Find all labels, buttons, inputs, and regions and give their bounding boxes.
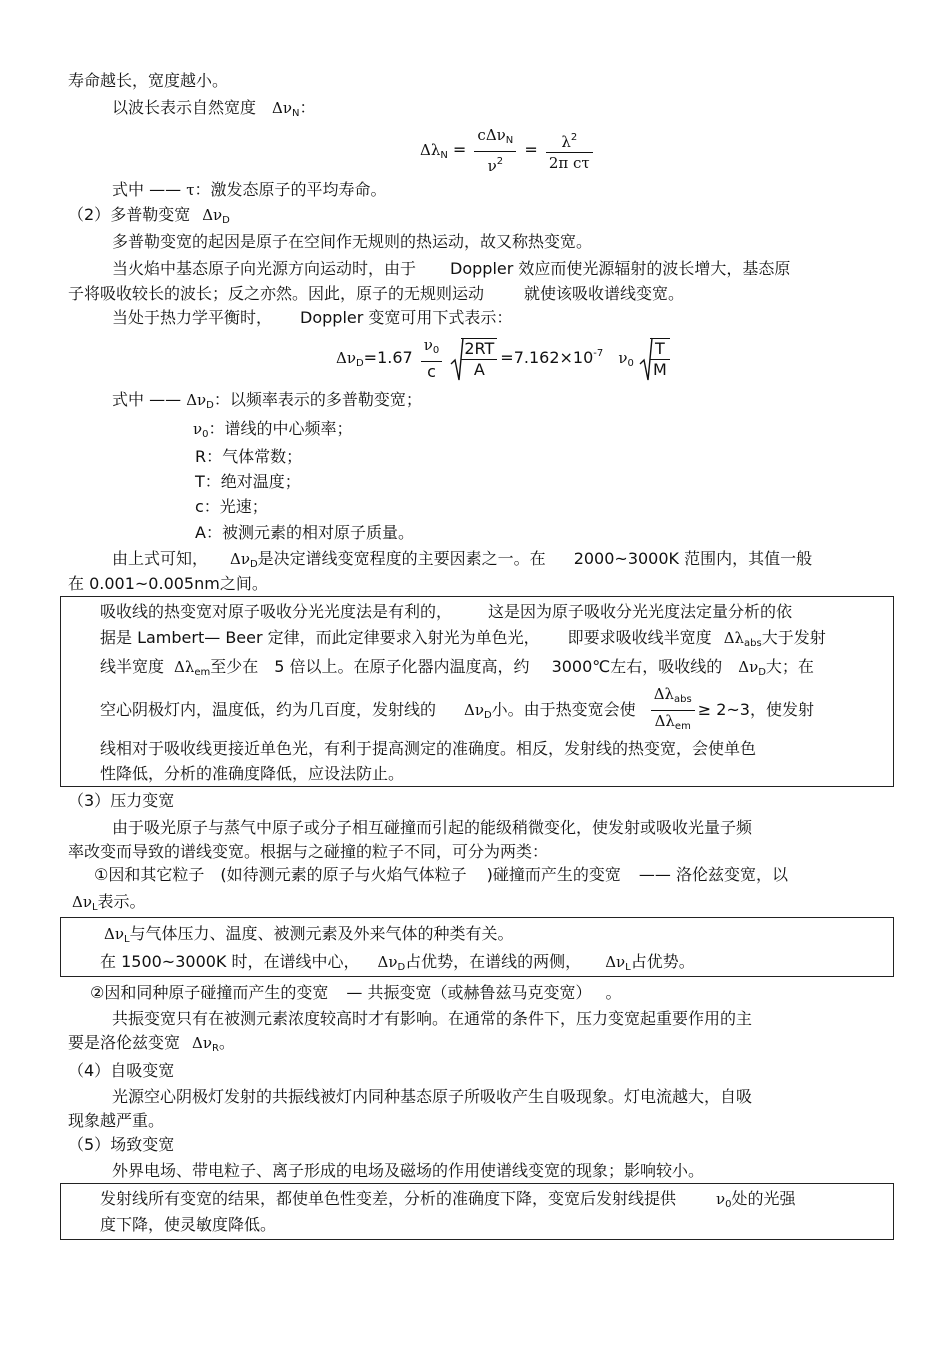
text-line: 外界电场、带电粒子、离子形成的电场及磁场的作用使谱线变宽的现象；影响较小。 <box>112 1161 705 1180</box>
text-line: 空心阴极灯内，温度低，约为几百度，发射线的 $\Delta\nu_D$小。由于热变宽会使 $\frac{\Delta\lambda_{abs}}{\Delta\lambda_{em}}$ ≥ 2~3，使发射 <box>100 685 814 732</box>
text-line: $\Delta\nu_L$表示。 <box>72 892 146 913</box>
text-line: R：气体常数； <box>195 447 303 466</box>
text-line: 光源空心阴极灯发射的共振线被灯内同种基态原子所吸收产生自吸现象。灯电流越大，自吸 <box>112 1087 753 1106</box>
section-heading: （4）自吸变宽 <box>68 1061 175 1080</box>
text-line: 在 0.001~0.005nm之间。 <box>68 574 268 593</box>
text-line: 式中 —— $\Delta\nu_D$：以频率表示的多普勒变宽； <box>112 390 422 411</box>
section-heading: （3）压力变宽 <box>68 791 175 810</box>
text-line: 共振变宽只有在被测元素浓度较高时才有影响。在通常的条件下，压力变宽起重要作用的主 <box>112 1009 753 1028</box>
text-line: $\nu_0$：谱线的中心频率； <box>193 419 353 440</box>
text-line: 要是洛伦兹变宽 $\Delta\nu_R$。 <box>68 1033 235 1054</box>
section-heading: （5）场致变宽 <box>68 1135 175 1154</box>
text-line: 多普勒变宽的起因是原子在空间作无规则的热运动，故又称热变宽。 <box>112 232 593 251</box>
text-line: 子将吸收较长的波长；反之亦然。因此，原子的无规则运动 就使该吸收谱线变宽。 <box>68 284 685 303</box>
text-line: 性降低，分析的准确度降低，应设法防止。 <box>100 764 405 783</box>
text-line: 吸收线的热变宽对原子吸收分光光度法是有利的， 这是因为原子吸收分光光度法定量分析的依 <box>100 602 793 621</box>
text-line: 寿命越长，宽度越小。 <box>68 71 229 90</box>
text-line: ①因和其它粒子 (如待测元素的原子与火焰气体粒子 )碰撞而产生的变宽 —— 洛伦兹变宽，以 <box>94 865 788 884</box>
text-line: 现象越严重。 <box>68 1111 165 1130</box>
text-line: 发射线所有变宽的结果，都使单色性变差，分析的准确度下降，变宽后发射线提供 $\nu_0$处的光强 <box>100 1189 796 1210</box>
text-line: c：光速； <box>195 497 268 516</box>
text-line: 当火焰中基态原子向光源方向运动时，由于 Doppler 效应而使光源辐射的波长增大，基态原 <box>112 259 791 278</box>
text-line: 度下降，使灵敏度降低。 <box>100 1215 277 1234</box>
text-line: $\Delta\nu_L$与气体压力、温度、被测元素及外来气体的种类有关。 <box>104 924 514 945</box>
section-heading: （2）多普勒变宽 $\Delta\nu_D$ <box>68 205 230 226</box>
text-line: 由上式可知， $\Delta\nu_D$是决定谱线变宽程度的主要因素之一。在 2000~3000K 范围内，其值一般 <box>112 549 813 570</box>
text-line: ②因和同种原子碰撞而产生的变宽 — 共振变宽（或赫鲁兹马克变宽） 。 <box>90 983 622 1002</box>
text-line: 线相对于吸收线更接近单色光，有利于提高测定的准确度。相反，发射线的热变宽，会使单色 <box>100 739 757 758</box>
text-line: 以波长表示自然宽度 $\Delta\nu_N$： <box>112 98 316 119</box>
text-line: 线半宽度 $\Delta\lambda_{em}$至少在 5 倍以上。在原子化器内温度高，约 3000℃左右，吸收线的 $\Delta\nu_D$大；在 <box>100 657 814 678</box>
formula-natural-width: $\Delta\lambda_N$ = $\frac{c\Delta\nu_N}{\nu^2}$ = $\frac{\lambda^2}{\text{2π cτ}}$ <box>420 125 596 176</box>
text-line: 式中 —— τ：激发态原子的平均寿命。 <box>112 180 387 199</box>
text-line: 在 1500~3000K 时，在谱线中心， $\Delta\nu_D$占优势，在谱线的两侧， $\Delta\nu_L$占优势。 <box>100 952 695 973</box>
text-line: T：绝对温度； <box>195 472 301 491</box>
text-line: 据是 Lambert— Beer 定律，而此定律要求入射光为单色光， 即要求吸收线半宽度 $\Delta\lambda_{abs}$大于发射 <box>100 628 826 649</box>
formula-doppler-width: $\Delta\nu_D=1.67$ $\frac{\nu_0}{c}$ $\frac{2RT}{A}$ $=7.162\times 10^{-7}$ $\nu_0$ $\frac{T}{M}$ <box>336 335 673 382</box>
text-line: A：被测元素的相对原子质量。 <box>195 523 414 542</box>
text-line: 率改变而导致的谱线变宽。根据与之碰撞的粒子不同，可分为两类： <box>68 842 549 861</box>
text-line: 由于吸光原子与蒸气中原子或分子相互碰撞而引起的能级稍微变化，使发射或吸收光量子频 <box>112 818 753 837</box>
text-line: 当处于热力学平衡时， Doppler 变宽可用下式表示： <box>112 308 513 327</box>
